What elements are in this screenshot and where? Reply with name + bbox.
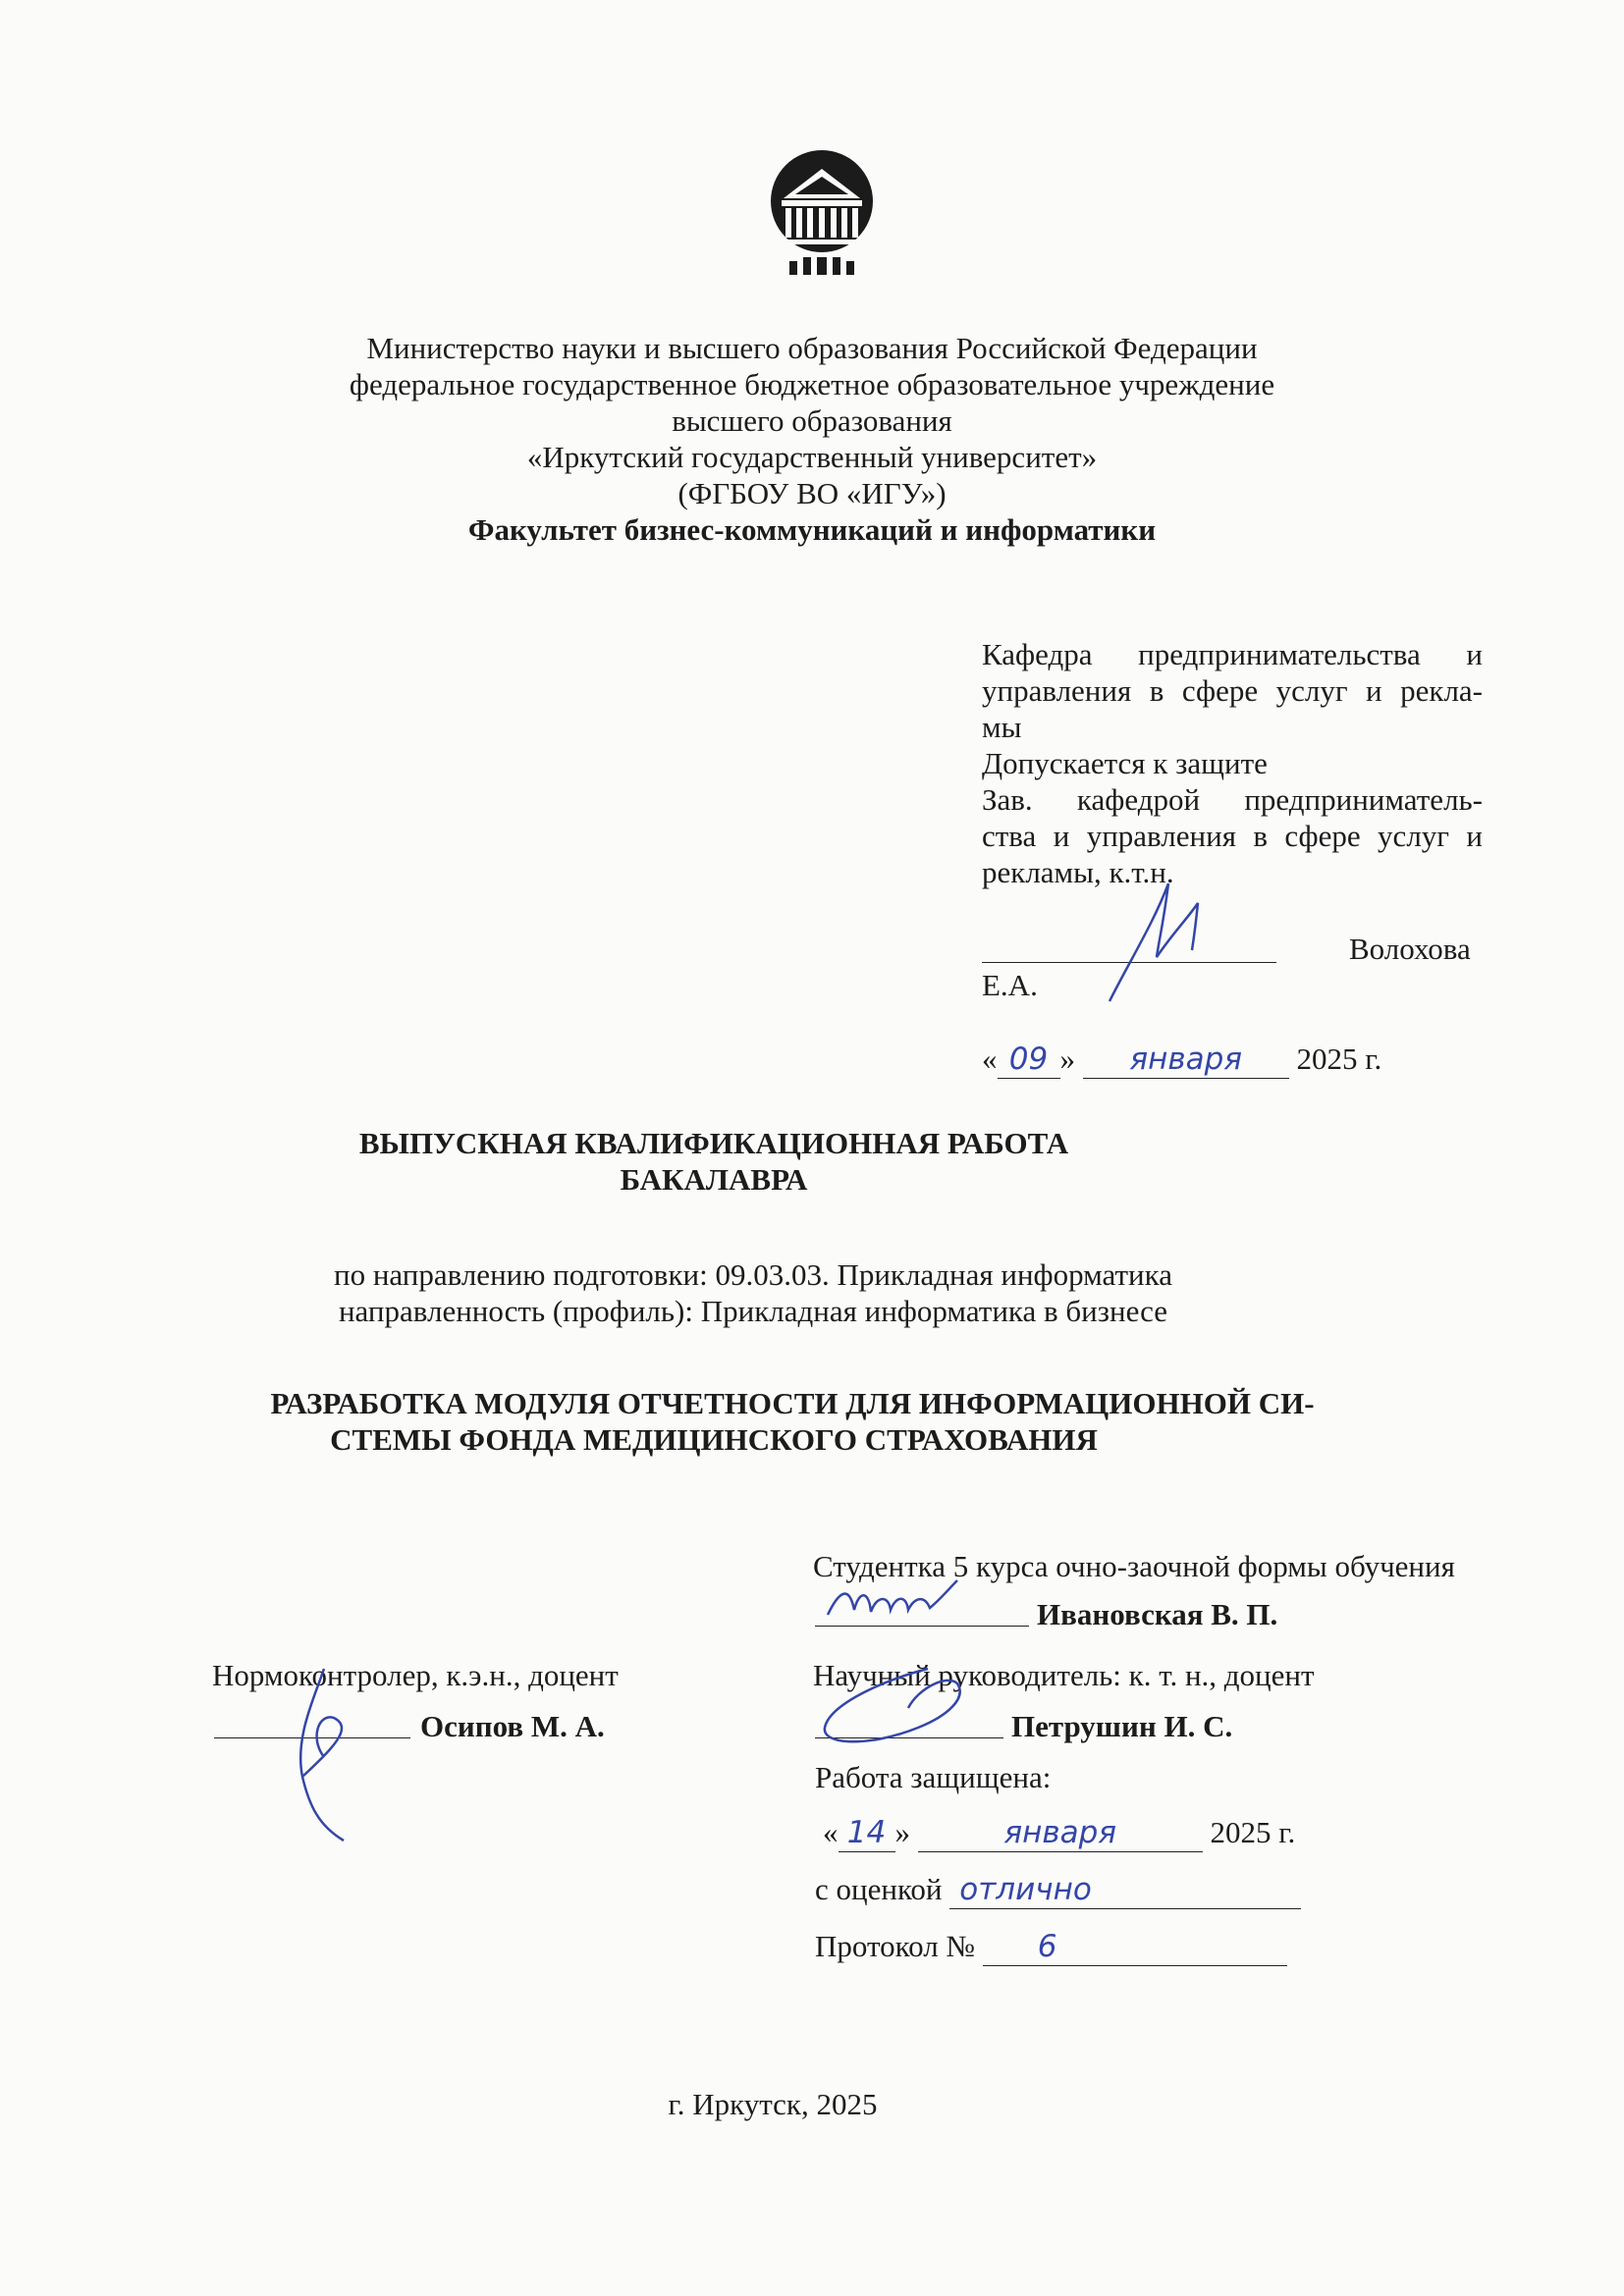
education-level-line: высшего образования bbox=[672, 403, 952, 438]
student-label: Студентка 5 курса очно-заочной формы обучения bbox=[813, 1549, 1455, 1583]
university-abbrev: (ФГБОУ ВО «ИГУ») bbox=[677, 476, 947, 510]
head-title-line-3: рекламы, к.т.н. bbox=[982, 855, 1174, 889]
university-name: «Иркутский государственный университет» bbox=[526, 440, 1098, 474]
supervisor-signature bbox=[810, 1659, 1006, 1757]
head-initials: Е.А. bbox=[982, 968, 1038, 1002]
thesis-topic-line-1: РАЗРАБОТКА МОДУЛЯ ОТЧЕТНОСТИ ДЛЯ ИНФОРМАЦИОННОЙ СИ- bbox=[270, 1386, 1315, 1420]
work-type-line-1: ВЫПУСКНАЯ КВАЛИФИКАЦИОННАЯ РАБОТА bbox=[358, 1126, 1069, 1160]
work-type-line-2: БАКАЛАВРА bbox=[620, 1162, 808, 1197]
approval-month-handwritten: января bbox=[1083, 1041, 1289, 1079]
department-line-2: управления в сфере услуг и рекла- bbox=[982, 673, 1483, 708]
protocol-number-handwritten: 6 bbox=[983, 1929, 1287, 1966]
grade-handwritten: отлично bbox=[949, 1872, 1301, 1909]
institution-type-line: федеральное государственное бюджетное образовательное учреждение bbox=[349, 367, 1275, 401]
head-signature bbox=[1060, 864, 1257, 1011]
date-open-quote: « bbox=[982, 1041, 998, 1076]
grade-row bbox=[815, 1871, 1301, 1909]
student-name: Ивановская В. П. bbox=[1037, 1597, 1278, 1631]
study-profile: направленность (профиль): Прикладная информатика в бизнесе bbox=[338, 1294, 1168, 1328]
student-signature bbox=[820, 1571, 1016, 1629]
defense-year: 2025 г. bbox=[1210, 1815, 1296, 1849]
grade-label: с оценкой bbox=[815, 1872, 943, 1906]
approval-day-handwritten: 09 bbox=[998, 1041, 1060, 1079]
defense-date bbox=[823, 1814, 1295, 1852]
ministry-line: Министерство науки и высшего образования Российской Федерации bbox=[366, 331, 1258, 365]
supervisor-label: Научный руководитель: к. т. н., доцент bbox=[813, 1658, 1315, 1692]
thesis-topic-line-2: СТЕМЫ ФОНДА МЕДИЦИНСКОГО СТРАХОВАНИЯ bbox=[330, 1422, 1098, 1457]
defense-date-open-quote: « bbox=[823, 1815, 839, 1849]
approval-date bbox=[982, 1041, 1381, 1079]
faculty-name: Факультет бизнес-коммуникаций и информатики bbox=[467, 512, 1157, 547]
normcontrol-name: Осипов М. А. bbox=[420, 1709, 605, 1743]
protocol-row bbox=[815, 1928, 1287, 1966]
defense-day-handwritten: 14 bbox=[839, 1815, 895, 1852]
head-surname: Волохова bbox=[1349, 932, 1471, 966]
defended-label: Работа защищена: bbox=[815, 1760, 1052, 1794]
defense-month-handwritten: января bbox=[918, 1815, 1203, 1852]
date-close-quote: » bbox=[1059, 1041, 1075, 1076]
department-line-3: мы bbox=[982, 710, 1022, 744]
university-emblem-logo bbox=[764, 147, 880, 287]
defense-date-close-quote: » bbox=[894, 1815, 910, 1849]
head-title-line-1: Зав. кафедрой предприниматель- bbox=[982, 782, 1483, 817]
approval-year: 2025 г. bbox=[1296, 1041, 1382, 1076]
supervisor-name: Петрушин И. С. bbox=[1011, 1709, 1233, 1743]
normcontrol-label: Нормоконтролер, к.э.н., доцент bbox=[212, 1658, 619, 1692]
protocol-label: Протокол № bbox=[815, 1929, 975, 1963]
city-year: г. Иркутск, 2025 bbox=[668, 2087, 878, 2121]
normcontrol-signature bbox=[265, 1659, 383, 1845]
study-direction: по направлению подготовки: 09.03.03. Прикладная информатика bbox=[333, 1257, 1172, 1292]
approval-block bbox=[982, 636, 1483, 890]
head-title-line-2: ства и управления в сфере услуг и bbox=[982, 819, 1483, 853]
department-line-1: Кафедра предпринимательства и bbox=[982, 637, 1483, 671]
admission-text: Допускается к защите bbox=[982, 746, 1268, 780]
